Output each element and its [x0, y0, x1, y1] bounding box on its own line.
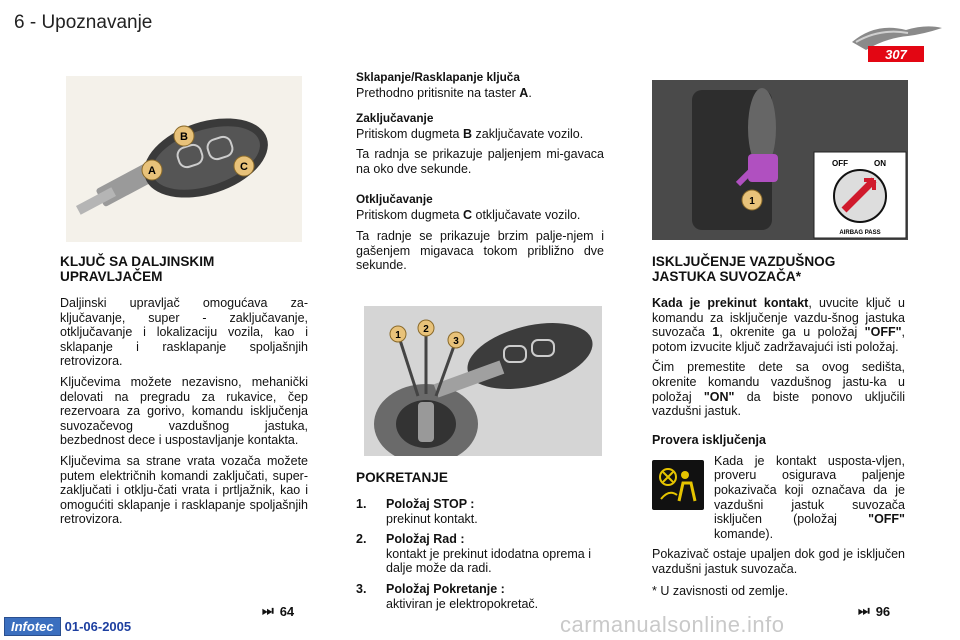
nav-link-right[interactable]: [858, 603, 890, 619]
airbag-title-line1: ISKLJUČENJE VAZDUŠNOG: [652, 254, 836, 269]
check-text: Kada je kontakt usposta-vljen, proveru osigurava paljenje pokazivača koji označava da je vazdušni jastuk suvozača isključen (položaj "OFF" komande).: [714, 453, 905, 541]
fold-text: Prethodno pritisnite na taster A.: [356, 86, 532, 100]
nav-link-left[interactable]: [262, 603, 294, 619]
key-label-b: B: [180, 131, 188, 143]
ignition-positions-list: [356, 497, 604, 611]
list-item: 2. Položaj Rad : kontakt je prekinut idodatna oprema i dalje može da radi.: [356, 532, 591, 576]
peugeot-307-logo: [846, 20, 946, 64]
unlock-text: Pritiskom dugmeta C otključavate vozilo.: [356, 208, 581, 223]
remote-key-photo: [66, 76, 302, 242]
remote-key-title-line2: UPRAVLJAČEM: [60, 269, 163, 284]
page-title: 6 - Upoznavanje: [14, 12, 153, 33]
lock-note: Ta radnja se prikazuje paljenjem mi-gavaca na oko dve sekunde.: [356, 147, 604, 176]
switch-off-text: OFF: [832, 159, 848, 168]
watermark: carmanualsonline.info: [560, 612, 785, 637]
remote-key-paragraph-1: Daljinski upravljač omogućava za-ključavanje, super - zaključavanje, otključavanje i lokalizaciju vozila, kao i sklapanje i rasklapanje spoljašnjih retrovizora.: [60, 296, 308, 369]
unlock-title: Otključavanje: [356, 192, 433, 207]
airbag-label-1: 1: [749, 196, 755, 207]
edition-date: 01-06-2005: [64, 619, 132, 634]
switch-on-text: ON: [874, 159, 886, 168]
remote-key-paragraph-3: Ključevima sa strane vrata vozača možete putem električnih komandi zaključati, super-zaključati i otklju-čati vrata i prtljažnik, kao i omogućiti sklapanje i rasklapanje spoljašnjih retrovizora.: [60, 453, 308, 527]
remote-key-title-line1: KLJUČ SA DALJINSKIM: [60, 254, 215, 269]
lock-title: Zaključavanje: [356, 110, 434, 125]
key-label-c: C: [240, 161, 248, 173]
check-title: Provera isključenja: [652, 432, 766, 447]
ignition-label-3: 3: [453, 336, 459, 347]
ignition-key-photo: [364, 306, 602, 456]
airbag-paragraph-3: Pokazivač ostaje upaljen dok god je isključen vazdušni jastuk suvozača.: [652, 547, 905, 576]
starting-section: [356, 470, 604, 617]
ignition-label-1: 1: [395, 330, 401, 341]
fast-forward-icon: ⏭: [858, 603, 870, 618]
starting-title: POKRETANJE: [356, 470, 448, 485]
ignition-label-2: 2: [423, 324, 429, 335]
fold-title: Sklapanje/Rasklapanje ključa: [356, 70, 520, 84]
lock-text: Pritiskom dugmeta B zaključavate vozilo.: [356, 126, 584, 141]
unlock-note: Ta radnje se prikazuje brzim palje-njem i gašenjem migavaca tokom približno dve sekunde.: [356, 228, 604, 273]
remote-key-paragraph-2: Ključevima možete nezavisno, mehanički delovati na pregradu za rukavice, čep rezervoara za gorivo, komandu isključenja suvozačevog vazdušnog jastuka, bezbednost dece i uspostavljanje kontakta.: [60, 374, 308, 448]
airbag-switch-photo: [652, 80, 908, 240]
key-operations-section: [356, 70, 604, 279]
airbag-paragraph-1: Kada je prekinut kontakt, uvucite ključ u komandu za isključenje vazdu-šnog jastuka suvozača 1, okrenite ga u položaj "OFF", potom izvucite ključ zadržavajući isti položaj.: [652, 296, 906, 354]
nav-right-page: 96: [875, 603, 891, 619]
switch-airbag-text: AIRBAG PASS: [839, 230, 881, 236]
airbag-title-line2: JASTUKA SUVOZAČA*: [652, 269, 802, 284]
fast-forward-icon: ⏭: [262, 603, 274, 618]
remote-key-section: [60, 254, 308, 533]
footer-branding: [4, 617, 131, 636]
nav-left-page: 64: [279, 603, 295, 619]
list-item: 3. Položaj Pokretanje : aktiviran je elektropokretač.: [356, 581, 539, 611]
infotec-logo: Infotec: [4, 617, 61, 636]
airbag-paragraph-2: Čim premestite dete sa ovog sedišta, okrenite komandu vazdušnog jastu-ka u položaj "ON" da biste ponovo uključili vazdušni jastuk.: [652, 360, 906, 419]
airbag-deactivation-section: [652, 254, 905, 583]
logo-model-text: 307: [885, 47, 907, 62]
key-label-a: A: [148, 165, 156, 177]
list-item: 1. Položaj STOP : prekinut kontakt.: [356, 497, 478, 526]
footnote: * U zavisnosti od zemlje.: [652, 584, 789, 598]
airbag-off-warning-icon: [652, 460, 704, 510]
